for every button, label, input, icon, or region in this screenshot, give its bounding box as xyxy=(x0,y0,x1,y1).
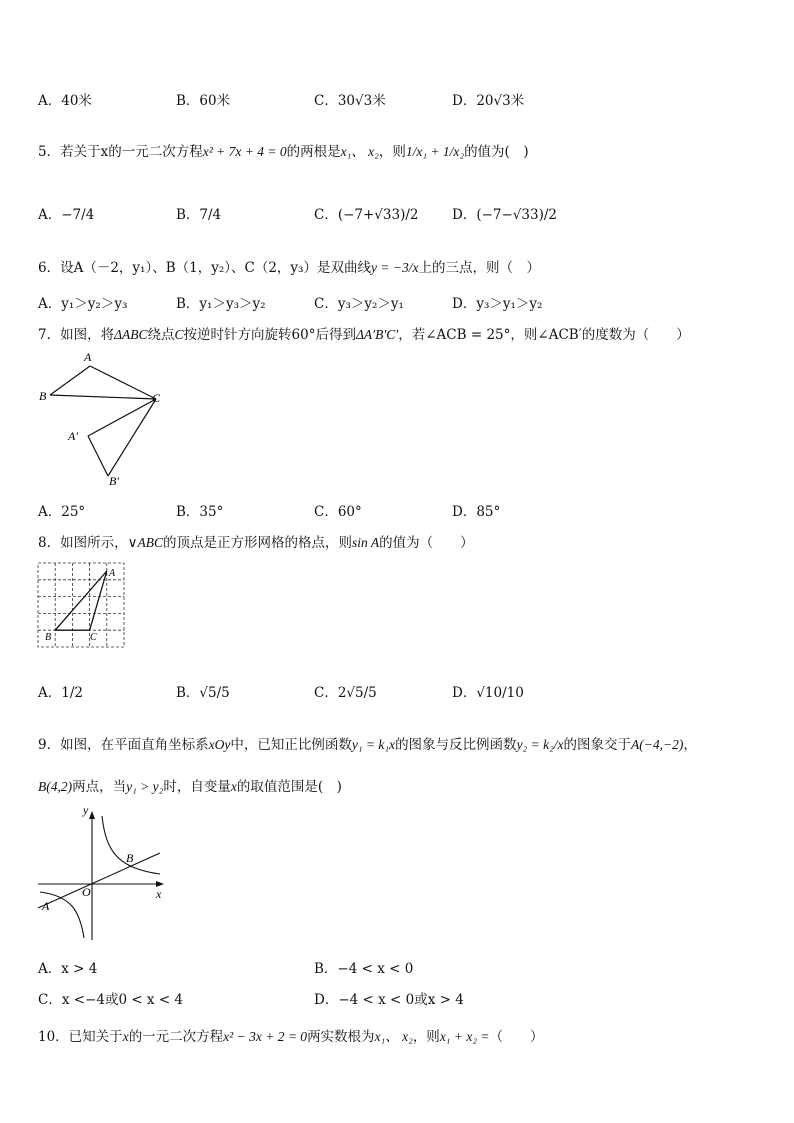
q7-segment-b2c xyxy=(108,399,156,476)
q7-option-b[interactable]: B．35° xyxy=(176,504,224,520)
q10-stem: 10．已知关于x的一元二次方程x² − 3x + 2 = 0两实数根为x₁、 x₂，则x₁ + x₂ =（ ） xyxy=(38,1029,544,1045)
q9-option-d[interactable]: D．−4 < x < 0或x > 4 xyxy=(314,992,464,1008)
q9-y-axis-arrow xyxy=(89,811,95,819)
q7-label-b-prime: B′ xyxy=(109,474,119,488)
q6-option-c[interactable]: C．y₃＞y₂＞y₁ xyxy=(314,296,404,312)
q6-option-b[interactable]: B．y₁＞y₃＞y₂ xyxy=(176,296,266,312)
q9-label-b: B xyxy=(126,851,134,865)
q7-segment-a2c xyxy=(88,399,156,436)
q7-segment-ab xyxy=(50,366,90,395)
q5-equation: x² + 7x + 4 = 0 xyxy=(202,144,287,159)
q7-label-a: A xyxy=(84,350,92,364)
q8-stem: 8．如图所示，∨ABC的顶点是正方形网格的格点，则sin A的值为（ ） xyxy=(38,535,474,551)
q8-grid-figure xyxy=(36,561,128,651)
q8-option-b[interactable]: B．√5/5 xyxy=(176,685,230,701)
q8-label-a: A xyxy=(109,568,116,579)
q9-option-c[interactable]: C．x <−4或0 < x < 4 xyxy=(38,992,184,1008)
q9-stem-line2: B(4,2)两点，当y₁ > y₂时，自变量x的取值范围是( ) xyxy=(38,779,342,795)
q7-label-a-prime: A′ xyxy=(68,429,78,443)
q7-label-c: C xyxy=(152,391,161,405)
q5-option-c[interactable]: C．(−7+√33)/2 xyxy=(314,207,419,223)
q9-hyperbola-branch-1 xyxy=(102,816,160,874)
q9-line-y1 xyxy=(38,853,160,908)
q9-option-b[interactable]: B．−4 < x < 0 xyxy=(314,961,414,977)
q7-rotation-figure xyxy=(36,346,176,491)
q9-label-y: y xyxy=(83,803,89,817)
q5-option-a[interactable]: A．−7/4 xyxy=(38,207,95,223)
q7-segment-a2b2 xyxy=(88,436,108,476)
q7-label-b: B xyxy=(39,389,47,403)
q7-option-a[interactable]: A．25° xyxy=(38,504,86,520)
q7-option-d[interactable]: D．85° xyxy=(452,504,501,520)
q6-option-d[interactable]: D．y₃＞y₁＞y₂ xyxy=(452,296,543,312)
q8-option-d[interactable]: D．√10/10 xyxy=(452,685,524,701)
q9-label-origin: O xyxy=(82,885,91,899)
q7-stem: 7．如图，将ΔABC绕点C按逆时针方向旋转60°后得到ΔA′B′C′，若∠ACB = 25°，则∠ACB′的度数为（ ） xyxy=(38,327,690,343)
q4-option-b[interactable]: B．60米 xyxy=(176,93,231,109)
q7-segment-bc xyxy=(50,395,156,399)
q8-option-a[interactable]: A．1/2 xyxy=(38,685,83,701)
q9-label-a: A xyxy=(42,899,50,913)
q7-option-c[interactable]: C．60° xyxy=(314,504,362,520)
q6-option-a[interactable]: A．y₁＞y₂＞y₃ xyxy=(38,296,128,312)
q4-option-c[interactable]: C．30√3米 xyxy=(314,93,386,109)
q6-stem: 6．设A（－2，y₁）、B（1，y₂）、C（2，y₃）是双曲线y = −3/x上的三点，则（ ） xyxy=(38,260,540,276)
q9-stem-line1: 9．如图，在平面直角坐标系xOy中，已知正比例函数y₁ = k₁x的图象与反比例函数y₂ = k₂/x的图象交于A(−4,−2)， xyxy=(38,737,697,753)
q9-coordinate-figure xyxy=(36,802,176,944)
q5-option-d[interactable]: D．(−7−√33)/2 xyxy=(452,207,557,223)
q5-roots: x₁、 x₂ xyxy=(340,144,379,159)
q5-option-b[interactable]: B．7/4 xyxy=(176,207,222,223)
q5-expression: 1/x₁ + 1/x₂ xyxy=(405,144,465,159)
q9-label-x: x xyxy=(156,887,162,901)
q6-curve: y = −3/x xyxy=(370,260,419,275)
q8-label-c: C xyxy=(90,632,97,643)
q4-option-d[interactable]: D．20√3米 xyxy=(452,93,525,109)
q8-label-b: B xyxy=(45,632,52,643)
q5-stem: 5．若关于x的一元二次方程x² + 7x + 4 = 0的两根是x₁、 x₂，则1/x₁ + 1/x₂的值为( ) xyxy=(38,144,529,160)
q7-segment-ac xyxy=(90,366,156,399)
q4-option-a[interactable]: A．40米 xyxy=(38,93,92,109)
q9-option-a[interactable]: A．x > 4 xyxy=(38,961,98,977)
q8-option-c[interactable]: C．2√5/5 xyxy=(314,685,377,701)
